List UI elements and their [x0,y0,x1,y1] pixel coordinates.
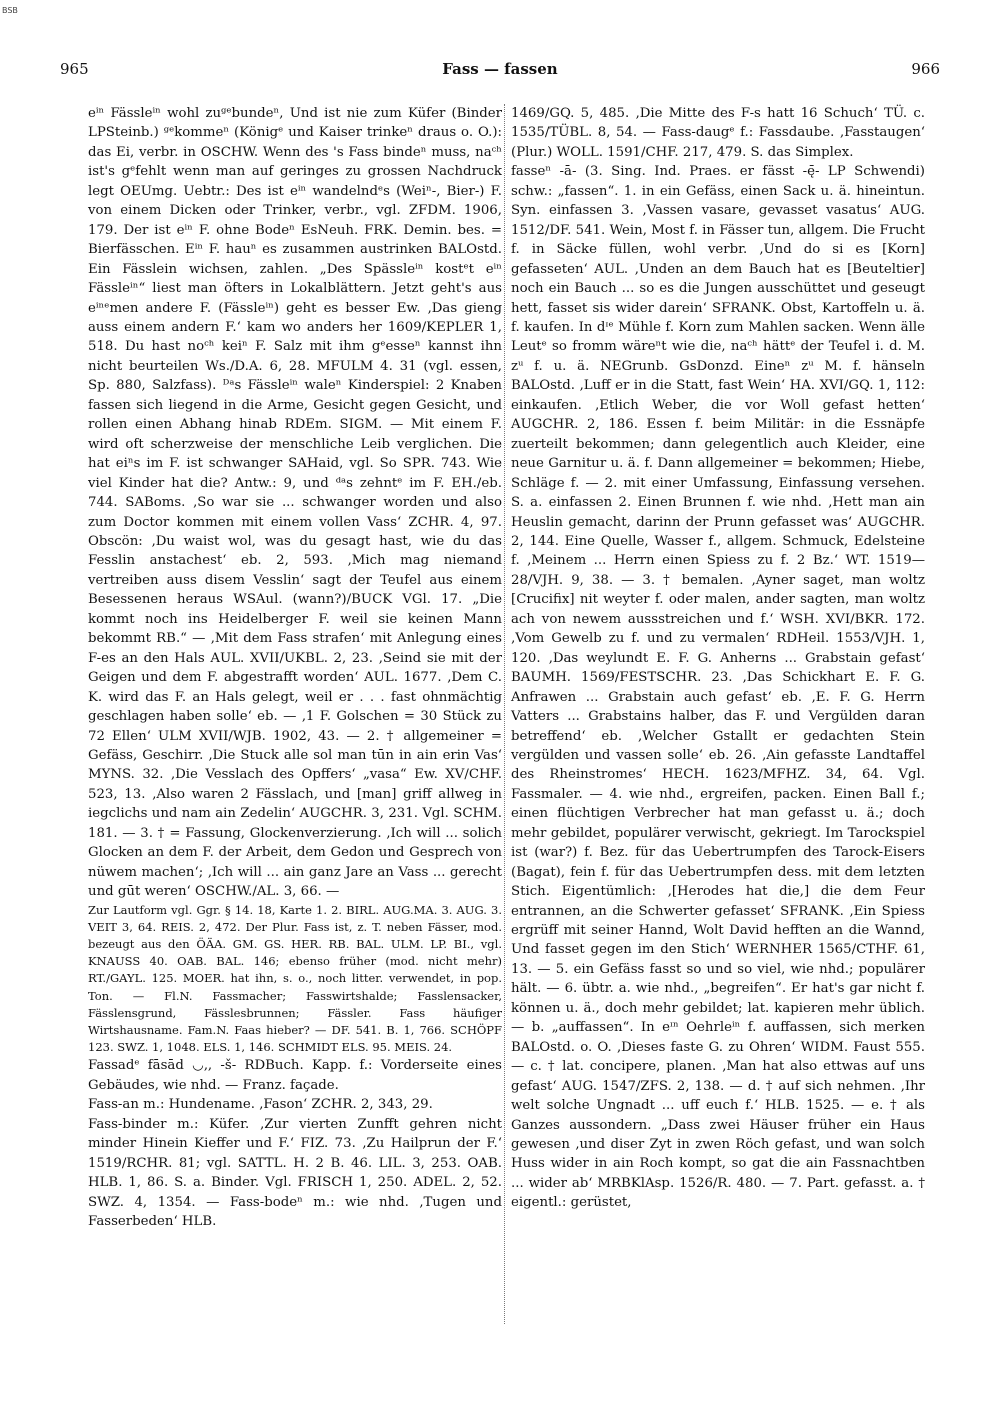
entry-fass-boden-continued: 1469/GQ. 5, 485. ‚Die Mitte des F-s hatt 16 Schuch‘ TÜ. c. 1535/TÜBL. 8, 54. — Fass-daugᵉ f.: Fassdaube. ‚Fasstaugen‘ (Plur.) WOLL. 1591/CHF. 217, 479. S. das Simplex. [511,106,925,160]
entry-fass-continued: eⁱⁿ Fässleⁱⁿ wohl zuᵍᵉbundeⁿ, Und ist nie zum Küfer (Binder LPSteinb.) ᵍᵉkommeⁿ (Königᵉ und Kaiser trinkeⁿ draus o. O.): das Ei, verbr. in OSCHW. Wenn des 's Fass bindeⁿ muss, naᶜʰ ist's gᵉfehlt wenn man auf geringes zu grossen Nachdruck legt OEUmg. Uebtr.: Des ist eⁱⁿ wandelndᵉs (Weiⁿ-, Bier-) F. von einem Dicken oder Trinker, verbr., vgl. ZFDM. 1906, 179. Der ist eⁱⁿ F. ohne Bodeⁿ EsNeuh. FRK. Demin. bes. = Bierfässchen. Eⁱⁿ F. hauⁿ es zusammen austrinken BALOstd. Ein Fässlein wichsen, zahlen. „Des Spässleⁱⁿ kostᵉt eⁱⁿ Fässleⁱⁿ“ liest man öfters in Lokalblättern. Jetzt geht's aus eⁱⁿᵉmen andere F. (Fässleⁱⁿ) geht es besser Ew. ‚Das gieng auss einem andern F.‘ kam wo anders her 1609/KEPLER 1, 518. Du hast noᶜʰ keiⁿ F. Salz mit ihm gᵉesseⁿ kannst ihn nicht beurteilen Ws./D.A. 6, 28. MFULM 4. 31 (vgl. essen, Sp. 880, Salzfass). ᴰᵃs Fässleⁱⁿ waleⁿ Kinderspiel: 2 Knaben fassen sich liegend in die Arme, Gesicht gegen Gesicht, und rollen einen Abhang hinab RDEm. SIGM. — Mit einem F. wird oft scherzweise der menschliche Leib verglichen. Die hat eiⁿs im F. ist schwanger SAHaid, vgl. So SPR. 743. Wie viel Kinder hat die? Antw.: 9, und ᵈᵃs zehntᵉ im F. EH./eb. 744. SABoms. ‚So war sie ... schwanger worden und also zum Doctor kommen mit einem vollen Vass‘ ZCHR. 4, 97. Obscön: ‚Du waist wol, was du gesagt hast, wie du das Fesslin anstachest‘ eb. 2, 593. ‚Mich mag niemand vertreiben auss disem Vesslin‘ sagt der Teufel aus einem Besessenen heraus WSAul. (wann?)/BUCK VGl. 17. „Die kommt noch ins Heidelberger F. weil sie keinen Mann bekommt RB.“ — ‚Mit dem Fass strafen‘ mit Anlegung eines F-es an den Hals AUL. XVII/UKBL. 2, 23. ‚Seind sie mit der Geigen und dem F. abgestrafft worden‘ AUL. 1677. ‚Dem C. K. wird das F. an Hals gelegt, weil er . . . fast ohnmächtig geschlagen haben solle‘ eb. — ‚1 F. Golschen = 30 Stück zu 72 Ellen‘ ULM XVII/WJB. 1902, 43. — 2. † allgemeiner = Gefäss, Geschirr. ‚Die Stuck alle sol man tūn in ain erin Vas‘ MYNS. 32. ‚Die Vesslach des Opffers‘ „vasa“ Ew. XV/CHF. 523, 13. ‚Also waren 2 Fässlach, und [man] griff allweg in iegclichs und nam ain Zedelin‘ AUGCHR. 3, 231. Vgl. SCHM. 181. — 3. † = Fassung, Glockenverzierung. ‚Ich will ... solich Glocken an dem F. der Arbeit, dem Gedon und Gesprech von nüwem machen‘; ‚Ich will ... ain ganz Jare an Vass ... gerecht und gūt weren‘ OSCHW./AL. 3, 66. — [88,106,502,900]
entry-fassade: Fassadᵉ fāsād ◡‚, -š- RDBuch. Kapp. f.: Vorderseite eines Gebäudes, wie nhd. — Franz. façade. [88,1058,502,1093]
page-number-right: 966 [911,60,940,78]
library-stamp: BSB [2,6,18,15]
right-column [511,104,925,1213]
column-divider [504,104,505,1324]
entry-fassen: fasseⁿ -ā- (3. Sing. Ind. Praes. er fässt -ę̄- LP Schwendi) schw.: „fassen“. 1. in ein Gefäss, einen Sack u. ä. hineintun. Syn. einfassen 3. ‚Vassen vasare, gevasset vasatus‘ AUG. 1512/DF. 541. Wein, Most f. in Fässer tun, allgem. Die Frucht f. in Säcke füllen, wohl verbr. ‚Und do si es [Korn] gefasseten‘ AUL. ‚Unden an dem Bauch hat es [Beuteltier] noch ein Bauch ... so es die Jungen ausschüttet und geseugt hett, fasset sis wider darein‘ SFRANK. Obst, Kartoffeln u. ä. f. kaufen. In dᶦᵉ Mühle f. Korn zum Mahlen sacken. Wenn älle Leutᵉ so fromm wäreⁿt wie die, naᶜʰ hättᵉ der Teufel i. d. M. zᵘ f. u. ä. NEGrunb. GsDonzd. Eineⁿ zᵘ M. f. hänseln BALOstd. ‚Luff er in die Statt, fast Wein‘ HA. XVI/GQ. 1, 112: einkaufen. ‚Etlich Weber, die vor Woll gefast hetten‘ AUGCHR. 2, 186. Essen f. beim Militär: in die Essnäpfe zuerteilt bekommen; dann gelegentlich auch Kleider, eine neue Garnitur u. ä. f. Dann allgemeiner = bekommen; Hiebe, Schläge f. — 2. mit einer Umfassung, Einfassung versehen. S. a. einfassen 2. Einen Brunnen f. wie nhd. ‚Hett man ain Heuslin gemacht, darinn der Prunn gefasset was‘ AUGCHR. 2, 144. Eine Quelle, Wasser f., allgem. Schmuck, Edelsteine f. ‚Meinem ... Herrn einen Spiess zu f. 2 Bz.‘ WT. 1519—28/VJH. 9, 38. — 3. † bemalen. ‚Ayner saget, man woltz [Crucifix] nit weyter f. oder malen, ander sagten, man woltz ach von newem aussstreichen und f.‘ WSH. XVI/BKR. 172. ‚Vom Gewelb zu f. und zu vermalen‘ RDHeil. 1553/VJH. 1, 120. ‚Das weylundt E. F. G. Anherns ... Grabstain gefast‘ BAUMH. 1569/FESTSCHR. 23. ‚Das Schickhart E. F. G. Anfrawen ... Grabstain auch gefast‘ eb. ‚E. F. G. Herrn Vatters ... Grabstains halber, das F. und Vergülden daran betreffend‘ eb. ‚Welcher Gstallt er gedachten Stein vergülden und vassen solle‘ eb. 26. ‚Ain gefasste Landtaffel des Rheinstromes‘ HECH. 1623/MFHZ. 34, 64. Vgl. Fassmaler. — 4. wie nhd., ergreifen, packen. Einen Ball f.; einen flüchtigen Verbrecher hat man gefasst u. ä.; doch mehr gebildet, populärer verwischt, gekriegt. Im Tarockspiel ist (war?) f. Bez. für das Uebertrumpfen des Tarock-Eisers (Bagat), fein f. für das Uebertrumpfen dess. mit dem letzten Stich. Eigentümlich: ‚[Herodes hat die,] die dem Feur entrannen, an die Schwerter gefasset‘ SFRANK. ‚Ein Spiess ergrüff mit seiner Hannd, Wolt David hefften an die Wannd, Und fasset gegen im den Stich‘ WERNHER 1565/CTHF. 61, 13. — 5. ein Gefäss fasst so und so viel, wie nhd.; populärer hält. — 6. übtr. a. wie nhd., „begreifen“. Er hat's gar nicht f. können u. ä., doch mehr gebildet; lat. kapieren mehr üblich. — b. „auffassen“. In eᶦⁿ Oehrleⁱⁿ f. auffassen, sich merken BALOstd. o. O. ‚Dieses faste G. zu Ohren‘ WIDM. Faust 555. — c. † lat. concipere, planen. ‚Man hat also ettwas auf uns gefast‘ AUG. 1547/ZFS. 2, 138. — d. † auf sich nehmen. ‚Ihr welt solche Ungnadt ... uff euch f.‘ HLB. 1525. — e. † als Ganzes aussondern. „Dass zwei Häuser früher ein Haus gewesen ‚und diser Zyt in zwen Röch gefast, und wan solch Huss wider in ain Roch kompt, so gat die ain Fassnachtben ... wider ab‘ MRBKlAsp. 1526/R. 480. — 7. Part. gefasst. a. † eigentl.: gerüstet, [511,164,925,1211]
running-title: Fass — fassen [442,60,558,78]
entry-fass-notes: Zur Lautform vgl. Ggr. § 14. 18, Karte 1. 2. BIRL. AUG.MA. 3. AUG. 3. VEIT 3, 64. REIS. 2, 472. Der Plur. Fass ist, z. T. neben Fässer, mod. bezeugt aus den ÖÄA. GM. GS. HER. RB. BAL. ULM. LP. BI., vgl. KNAUSS 40. OAB. BAL. 146; ebenso früher (mod. nicht mehr) RT./GAYL. 125. MOER. hat ihn, s. o., noch litter. verwendet, in pop. Ton. — Fl.N. Fassmacher; Fasswirtshalde; Fasslensacker, Fässlensgrund, Fässlesbrunnen; Fässler. Fass häufiger Wirtshausname. Fam.N. Faas hieber? — DF. 541. B. 1, 766. SCHÖPF 123. SWZ. 1, 1048. ELS. 1, 146. SCHMIDT ELS. 95. MEIS. 24. [88,902,502,1055]
page-header [60,60,940,82]
entry-fass-an: Fass-an m.: Hundename. ‚Fason‘ ZCHR. 2, 343, 29. [88,1097,433,1113]
left-column [88,104,502,1231]
page-number-left: 965 [60,60,89,78]
entry-fass-binder: Fass-binder m.: Küfer. ‚Zur vierten Zunfft gehren nicht minder Hinein Kieffer und F.‘ FIZ. 73. ‚Zu Hailprun der F.‘ 1519/RCHR. 81; vgl. SATTL. H. 2 B. 46. LIL. 3, 253. OAB. HLB. 1, 86. S. a. Binder. Vgl. FRISCH 1, 250. ADEL. 2, 52. SWZ. 4, 1354. — Fass-bodeⁿ m.: wie nhd. ‚Tugen und Fasserbeden‘ HLB. [88,1116,502,1230]
